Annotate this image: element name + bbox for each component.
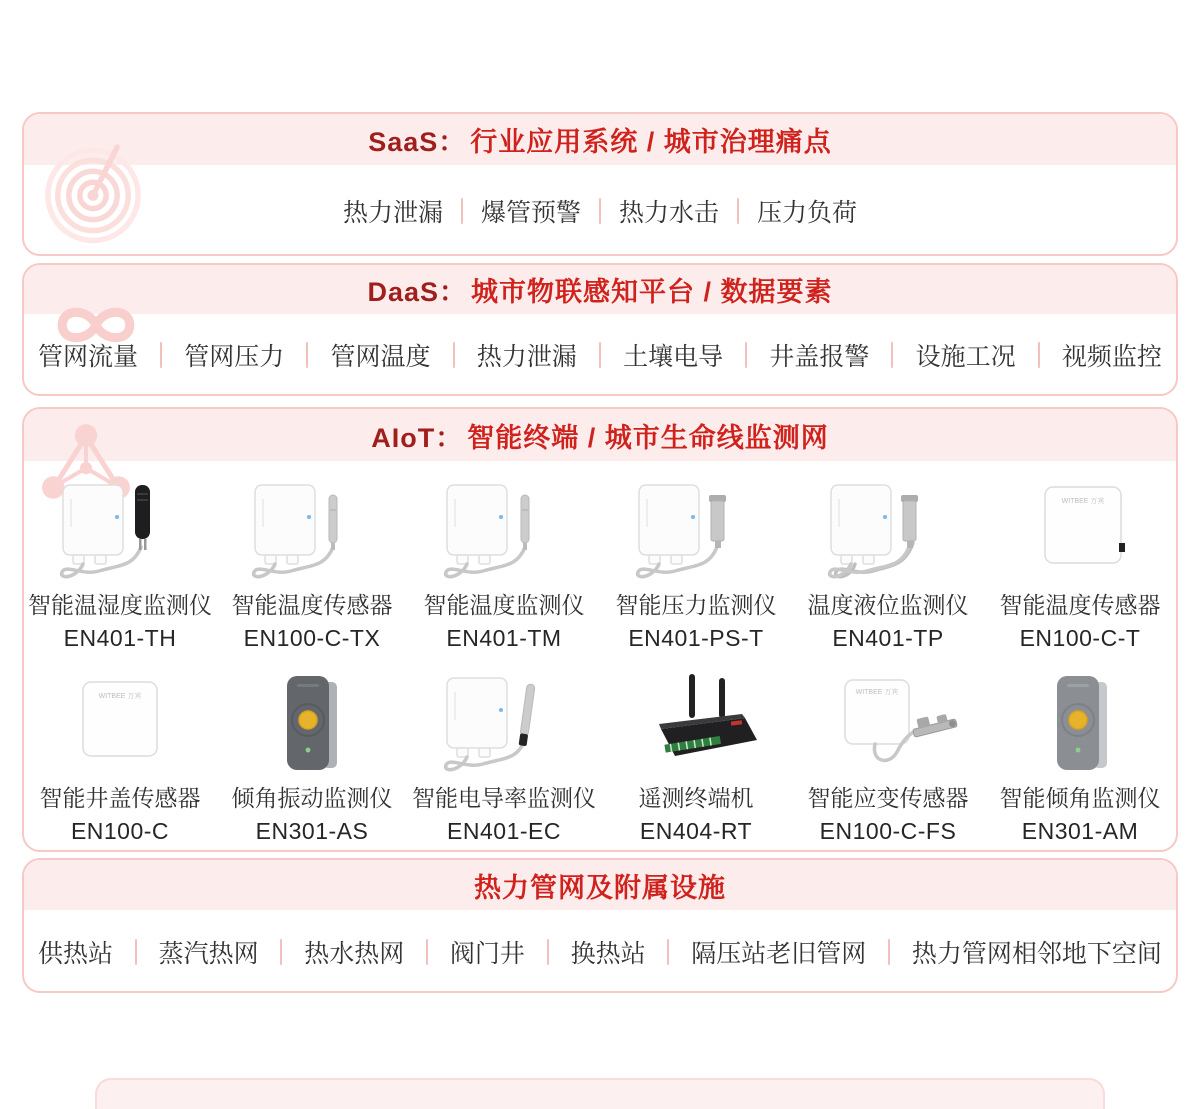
device-brand-label: WITBEE 万宾 [98,693,142,700]
saas-item: 压力负荷 [757,198,858,227]
device-gray-tilt-sensor-image [995,672,1165,776]
product-card [984,471,1176,664]
pipeline-items-row [24,910,1176,993]
daas-items-row [24,314,1176,396]
product-card [792,664,984,852]
divider [667,939,669,965]
device-dual-cable-transducer-image [803,479,973,583]
daas-item: 土壤电导 [623,343,724,371]
product-model: EN404-RT [639,818,753,844]
daas-section [22,263,1178,396]
product-name: 智能温度传感器 [231,592,393,618]
divider [1038,342,1040,368]
next-section-cutoff-bar [95,1078,1105,1109]
divider [547,939,549,965]
daas-item: 管网温度 [330,343,431,371]
product-model: EN401-PS-T [628,625,764,651]
product-model: EN401-TM [446,625,562,651]
daas-item: 井盖报警 [769,343,870,371]
product-model: EN401-TH [63,625,177,651]
product-card [600,471,792,664]
product-model: EN100-C-TX [243,625,381,651]
pipeline-section [22,858,1178,993]
divider [306,342,308,368]
product-name: 智能电导率监测仪 [412,785,596,811]
pipeline-item: 蒸汽热网 [158,939,259,968]
product-model: EN401-TP [832,625,944,651]
pipeline-header [24,860,1176,910]
aiot-product-grid [24,461,1176,852]
product-name: 智能温度监测仪 [423,592,585,618]
device-white-box-silver-probe-image [419,479,589,583]
daas-item: 管网流量 [38,343,139,371]
product-model: EN100-C-FS [819,818,957,844]
pipeline-item: 换热站 [570,939,646,968]
product-name: 智能温湿度监测仪 [28,592,212,618]
aiot-title-prefix: AIoT： [371,422,464,453]
device-brand-label: WITBEE 万宾 [855,689,899,696]
pipeline-item: 热水热网 [304,939,405,968]
daas-item: 设施工况 [915,343,1016,371]
divider [599,342,601,368]
product-name: 智能应变传感器 [807,785,969,811]
product-card [408,471,600,664]
product-model: EN100-C-T [1019,625,1141,651]
product-name: 倾角振动监测仪 [231,785,393,811]
daas-item: 管网压力 [184,343,285,371]
product-card [216,471,408,664]
saas-item: 热力泄漏 [342,198,443,227]
divider [280,939,282,965]
pipeline-item: 隔压站老旧管网 [691,939,867,968]
device-white-box-black-probe-image [35,479,205,583]
divider [891,342,893,368]
device-brand-label: WITBEE 万宾 [1061,498,1105,505]
device-dark-tilt-sensor-image [227,672,397,776]
pipeline-item: 阀门井 [449,939,525,968]
divider [426,939,428,965]
device-conductivity-probe-image [419,672,589,776]
product-name: 智能倾角监测仪 [999,785,1161,811]
pipeline-item: 供热站 [38,939,114,968]
product-name: 温度液位监测仪 [807,592,969,618]
divider [888,939,890,965]
product-card [216,664,408,852]
saas-item: 爆管预警 [480,198,581,227]
device-white-box-silver-probe-image [227,479,397,583]
device-flat-panel-image [35,672,205,776]
product-model: EN301-AS [255,818,369,844]
saas-header [24,114,1176,165]
product-model: EN401-EC [447,818,561,844]
aiot-title: 智能终端 / 城市生命线监测网 [467,422,829,453]
device-flat-panel-image [995,479,1165,583]
product-card [24,471,216,664]
device-router-two-antennas-image [611,672,781,776]
saas-items-row [24,165,1176,256]
saas-section [22,112,1178,256]
pipeline-item: 热力管网相邻地下空间 [911,939,1162,968]
product-model: EN100-C [70,818,170,844]
product-card [984,664,1176,852]
device-pressure-transducer-image [611,479,781,583]
saas-item: 热力水击 [619,198,720,227]
product-name: 智能压力监测仪 [615,592,777,618]
product-name: 智能井盖传感器 [39,785,201,811]
pipeline-title: 热力管网及附属设施 [474,872,726,903]
daas-item: 视频监控 [1061,343,1162,371]
product-card [408,664,600,852]
product-model: EN301-AM [1021,818,1139,844]
saas-title-prefix: SaaS： [368,127,467,157]
daas-item: 热力泄漏 [476,343,577,371]
product-name: 遥测终端机 [638,785,754,811]
daas-title-prefix: DaaS： [367,277,468,307]
aiot-header [24,409,1176,461]
divider [135,939,137,965]
product-card [792,471,984,664]
divider [160,342,162,368]
product-card [24,664,216,852]
product-card [600,664,792,852]
divider [453,342,455,368]
divider [745,342,747,368]
saas-title: 行业应用系统 / 城市治理痛点 [470,127,832,157]
device-strain-bracket-image [803,672,973,776]
daas-header [24,265,1176,314]
aiot-section [22,407,1178,852]
daas-title: 城市物联感知平台 / 数据要素 [471,277,833,307]
product-name: 智能温度传感器 [999,592,1161,618]
